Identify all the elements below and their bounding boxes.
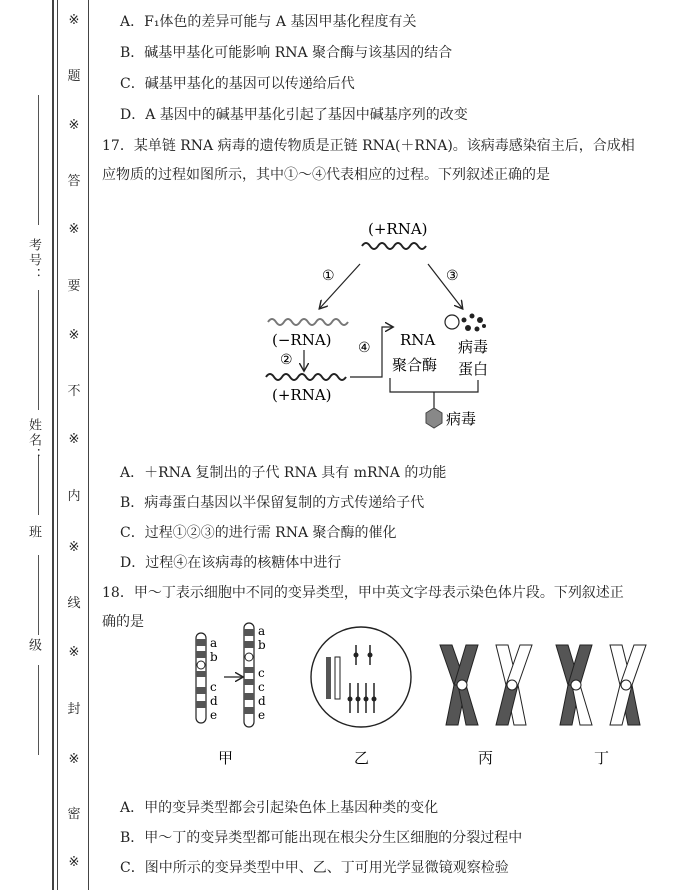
- jia-left-label-c: c: [210, 680, 217, 694]
- q18-stem-line1: 18．甲～丁表示细胞中不同的变异类型，甲中英文字母表示染色体片段。下列叙述正: [102, 585, 624, 601]
- seal-mark: ※: [68, 328, 80, 343]
- bing-chromosomes: [440, 645, 532, 725]
- jia-left-label-b: b: [210, 650, 218, 664]
- seal-mark: 内: [67, 489, 81, 504]
- name-label: 姓名：: [26, 418, 41, 463]
- seal-mark: ※: [68, 432, 80, 447]
- grade-label: 级: [26, 638, 41, 653]
- jia-right-label-c2: c: [258, 680, 265, 694]
- jia-left-label-e: e: [210, 708, 218, 722]
- step2-label: ②: [280, 352, 293, 368]
- rna-label: RNA: [400, 331, 436, 349]
- field-underline: [38, 290, 39, 410]
- protein-label-line2: 蛋白: [458, 360, 489, 378]
- step4-label: ④: [358, 340, 371, 356]
- margin-rule-inner: [57, 0, 58, 890]
- jia-right-label-b: b: [258, 638, 266, 652]
- virus-label: 病毒: [446, 410, 477, 428]
- top-rna-strand: [362, 243, 426, 249]
- jia-right-label-e: e: [258, 708, 266, 722]
- polymerase-label: 聚合酶: [392, 356, 438, 374]
- q18-option-c: C．图中所示的变异类型中甲、乙、丁可用光学显微镜观察检验: [120, 860, 509, 876]
- yi-cell: [311, 627, 411, 727]
- q18-stem-line2: 确的是: [102, 614, 144, 630]
- chromosome-variation-figure: [178, 615, 678, 785]
- q18-option-a: A．甲的变异类型都会引起染色体上基因种类的变化: [120, 800, 439, 816]
- exam-number-label: 考号：: [26, 238, 41, 283]
- arrow-step4: [350, 327, 392, 377]
- figure-label-bing: 丙: [478, 749, 494, 767]
- margin-rule-right: [88, 0, 89, 890]
- step1-label: ①: [322, 268, 335, 284]
- seal-mark: ※: [68, 118, 80, 133]
- seal-mark: 封: [67, 702, 81, 717]
- seal-mark: 答: [67, 174, 81, 189]
- protein-dots: [462, 314, 487, 332]
- q16-option-d: D．A 基因中的碱基甲基化引起了基因中碱基序列的改变: [120, 107, 468, 123]
- field-underline: [38, 665, 39, 755]
- minus-rna-strand: [268, 319, 348, 325]
- class-label: 班: [26, 525, 41, 540]
- q17-option-c: C．过程①②③的进行需 RNA 聚合酶的催化: [120, 525, 397, 541]
- jia-chromosome-right: [244, 623, 254, 727]
- q17-option-b: B．病毒蛋白基因以半保留复制的方式传递给子代: [120, 495, 425, 511]
- seal-mark: ※: [68, 752, 80, 767]
- virus-hexagon-icon: [426, 408, 442, 428]
- polymerase-circle: [445, 315, 459, 329]
- seal-mark: 密: [67, 807, 81, 822]
- bottom-plus-rna-label: (+RNA): [272, 386, 332, 404]
- jia-left-label-a: a: [210, 636, 218, 650]
- q17-stem-line2: 应物质的过程如图所示，其中①～④代表相应的过程。下列叙述正确的是: [102, 167, 550, 183]
- jia-right-label-a: a: [258, 624, 266, 638]
- plus-rna-strand: [266, 374, 346, 380]
- q16-option-c: C．碱基甲基化的基因可以传递给后代: [120, 76, 355, 92]
- seal-mark: 题: [67, 69, 81, 84]
- minus-rna-label: (−RNA): [272, 331, 332, 349]
- seal-mark: ※: [68, 645, 80, 660]
- top-plus-rna-label: (+RNA): [368, 220, 428, 238]
- chromosome-variation-svg: [178, 615, 678, 785]
- seal-mark: 线: [67, 596, 81, 611]
- step3-label: ③: [446, 268, 459, 284]
- jia-chromosome-left: [196, 633, 206, 723]
- rna-virus-diagram: [250, 212, 490, 452]
- q17-stem-line1: 17．某单链 RNA 病毒的遗传物质是正链 RNA(＋RNA)。该病毒感染宿主后，合成相: [102, 138, 635, 154]
- q16-option-a: A．F₁体色的差异可能与 A 基因甲基化程度有关: [120, 14, 417, 30]
- field-underline: [38, 455, 39, 515]
- seal-mark: ※: [68, 855, 80, 870]
- seal-mark: ※: [68, 540, 80, 555]
- jia-right-label-c1: c: [258, 666, 265, 680]
- protein-label-line1: 病毒: [458, 338, 489, 356]
- figure-label-ding: 丁: [594, 749, 610, 767]
- binding-margin: [0, 0, 92, 890]
- jia-left-label-d: d: [210, 694, 218, 708]
- field-underline: [38, 555, 39, 635]
- q16-option-b: B．碱基甲基化可能影响 RNA 聚合酶与该基因的结合: [120, 45, 453, 61]
- field-underline: [38, 95, 39, 225]
- seal-mark: ※: [68, 222, 80, 237]
- seal-mark: 要: [67, 279, 81, 294]
- q18-option-b: B．甲～丁的变异类型都可能出现在根尖分生区细胞的分裂过程中: [120, 830, 523, 846]
- ding-chromosomes: [556, 645, 646, 725]
- margin-rule-left: [52, 0, 54, 890]
- figure-label-jia: 甲: [218, 749, 234, 767]
- q17-option-d: D．过程④在该病毒的核糖体中进行: [120, 555, 342, 571]
- rna-virus-diagram-svg: [250, 212, 490, 452]
- jia-right-label-d: d: [258, 694, 266, 708]
- seal-mark: 不: [67, 384, 81, 399]
- seal-mark: ※: [68, 13, 80, 28]
- figure-label-yi: 乙: [354, 749, 370, 767]
- q17-option-a: A．＋RNA 复制出的子代 RNA 具有 mRNA 的功能: [120, 465, 447, 481]
- assembly-bracket: [390, 378, 478, 392]
